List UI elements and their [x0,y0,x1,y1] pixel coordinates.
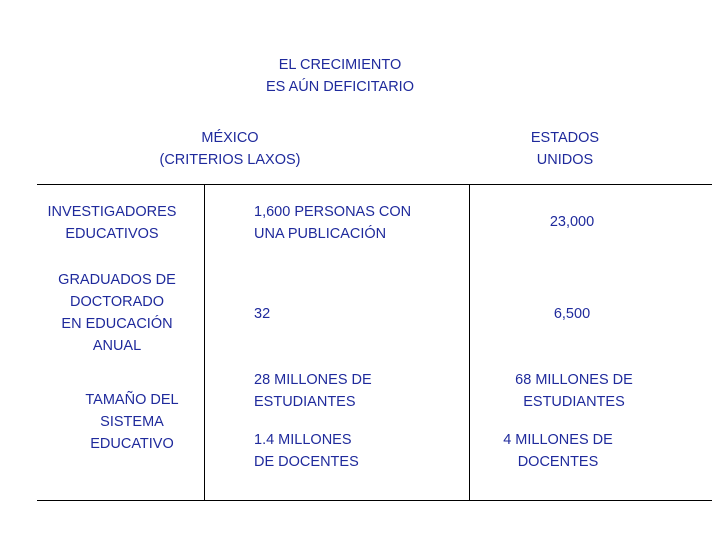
cell-mexico-estudiantes: 28 MILLONES DE ESTUDIANTES [254,372,372,410]
cell-usa-graduados: 6,500 [553,306,591,322]
row-label-graduados: GRADUADOS DE DOCTORADO EN EDUCACIÓN ANUAL [58,272,176,354]
slide-title-line1: EL CRECIMIENTO [278,57,402,73]
column-divider-1 [204,184,205,501]
cell-mexico-graduados: 32 [254,306,271,322]
slide-title-line2: ES AÚN DEFICITARIO [266,79,414,95]
cell-mexico-investigadores: 1,600 PERSONAS CON UNA PUBLICACIÓN [254,204,412,242]
cell-usa-docentes: 4 MILLONES DE DOCENTES [503,432,613,470]
row-label-tamano: TAMAÑO DEL SISTEMA EDUCATIVO [85,392,179,452]
table-top-border [37,184,712,185]
table-bottom-border [37,500,712,501]
column-header-usa: ESTADOS UNIDOS [530,130,600,168]
cell-usa-investigadores: 23,000 [549,214,595,230]
column-header-mexico: MÉXICO (CRITERIOS LAXOS) [159,130,301,168]
cell-usa-estudiantes: 68 MILLONES DE ESTUDIANTES [515,372,633,410]
row-label-investigadores: INVESTIGADORES EDUCATIVOS [47,204,177,242]
cell-mexico-docentes: 1.4 MILLONES DE DOCENTES [254,432,359,470]
column-divider-2 [469,184,470,501]
